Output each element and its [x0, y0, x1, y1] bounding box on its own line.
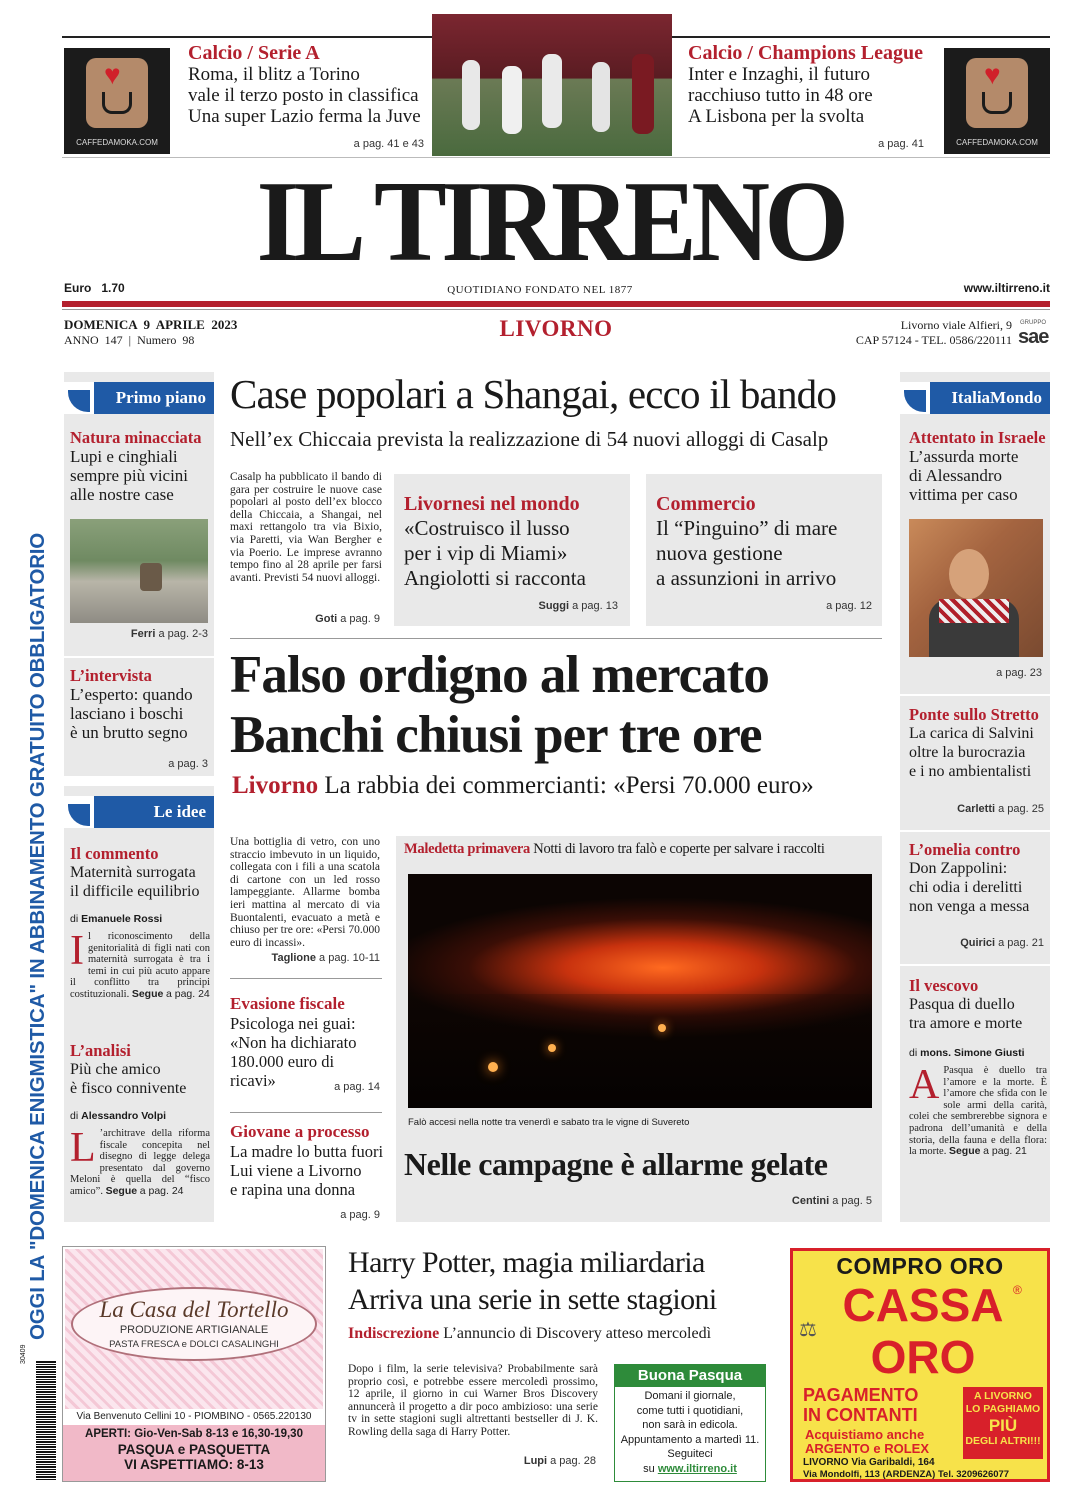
left-top-line-1: Roma, il blitz a Torino: [188, 64, 360, 85]
buona-pasqua-title: Buona Pasqua: [615, 1365, 765, 1387]
vertical-banner: OGGI LA "DOMENICA ENIGMISTICA" IN ABBINAMENTO GRATUITO OBBLIGATORIO: [26, 532, 49, 1340]
group-logo: sae: [1018, 326, 1049, 348]
cassa-oro-addr2: Via Mondolfi, 113 (ARDENZA) Tel. 3209626077: [803, 1469, 1010, 1480]
cassa-oro-addr1: LIVORNO Via Garibaldi, 164: [803, 1457, 935, 1468]
left-item-4-kicker: L’analisi: [70, 1041, 131, 1060]
italiamondo-head[interactable]: [900, 382, 1050, 414]
divider: [64, 656, 214, 658]
box-livornesi-line: per i vip di Miami»: [404, 541, 568, 565]
left-item-1-page: Ferri a pag. 2-3: [130, 628, 208, 640]
tortello-easter-hours: VI ASPETTIAMO: 8-13: [124, 1457, 264, 1472]
evasione-line: «Non ha dichiarato: [230, 1033, 357, 1052]
date: DOMENICA 9 APRILE 2023: [64, 317, 238, 332]
cassa-oro-pay2: IN CONTANTI: [803, 1405, 918, 1425]
right-item-1-line: di Alessandro: [909, 466, 1003, 485]
right-logo-caption: CAFFEDAMOKA.COM: [956, 138, 1038, 147]
right-top-story[interactable]: [688, 42, 938, 127]
left-item-2-page: a pag. 3: [168, 758, 208, 770]
divider: [230, 638, 882, 639]
divider: [230, 978, 382, 979]
right-item-1[interactable]: [909, 428, 1049, 504]
left-item-1-line: sempre più vicini: [70, 466, 189, 485]
right-item-1-kicker: Attentato in Israele: [909, 428, 1046, 447]
giovane-line: La madre lo butta fuori: [230, 1142, 384, 1161]
left-item-3-line: il difficile equilibrio: [70, 883, 200, 900]
cassa-oro-also: Acquistiamo anche: [805, 1427, 925, 1442]
ad-cassa-oro[interactable]: [790, 1248, 1050, 1482]
scale-icon: ⚖: [799, 1319, 817, 1341]
box-commercio-line: Il “Pinguino” di mare: [656, 516, 838, 540]
photo-title[interactable]: Nelle campagne è allarme gelate: [404, 1146, 828, 1182]
right-item-4-line: tra amore e morte: [909, 1015, 1023, 1032]
potter-title-1[interactable]: Harry Potter, magia miliardaria: [348, 1246, 705, 1279]
right-item-1-page: a pag. 23: [996, 667, 1042, 679]
box-livornesi-line: Angiolotti si racconta: [404, 566, 586, 590]
potter-title-2[interactable]: Arriva una serie in sette stagioni: [348, 1283, 717, 1316]
frost-fire-photo: [408, 874, 872, 1108]
website[interactable]: www.iltirreno.it: [963, 281, 1050, 295]
box-livornesi-kicker: Livornesi nel mondo: [404, 493, 580, 515]
left-item-4-byline: di Alessandro Volpi: [70, 1110, 167, 1122]
giovane-line: Lui viene a Livorno: [230, 1161, 362, 1180]
main-subtitle: Livorno La rabbia dei commercianti: «Persi 70.000 euro»: [232, 772, 814, 799]
section-italiamondo: ItaliaMondo: [930, 382, 1050, 414]
potter-subtitle: Indiscrezione L’annuncio di Discovery atteso mercoledì: [348, 1325, 712, 1342]
divider: [900, 694, 1050, 696]
box-livornesi-page: Suggi a pag. 13: [538, 600, 618, 612]
box-commercio-page: a pag. 12: [826, 600, 872, 612]
cup-icon: [102, 92, 132, 114]
section-le-idee: Le idee: [94, 796, 214, 828]
tortello-line2: PASTA FRESCA e DOLCI CASALINGHI: [109, 1339, 279, 1350]
address: Livorno viale Alfieri, 9: [900, 318, 1012, 332]
giovane-page: a pag. 9: [340, 1209, 380, 1221]
left-item-4-line: è fisco connivente: [70, 1080, 187, 1097]
issue: ANNO 147 | Numero 98: [64, 333, 195, 347]
barcode: [36, 1360, 56, 1480]
divider: [900, 830, 1050, 832]
right-item-4-byline: di mons. Simone Giusti: [909, 1047, 1025, 1059]
main-page: Taglione a pag. 10-11: [271, 952, 380, 964]
left-item-1-line: alle nostre case: [70, 485, 174, 504]
cassa-oro-reg: ®: [1013, 1283, 1022, 1297]
right-item-4[interactable]: [909, 976, 1047, 1158]
left-top-page: a pag. 41 e 43: [353, 138, 424, 150]
left-item-1[interactable]: [70, 428, 210, 504]
tortello-hours: APERTI: Gio-Ven-Sab 8-13 e 16,30-19,30: [85, 1428, 303, 1440]
left-top-line-2: vale il terzo posto in classifica: [188, 85, 419, 106]
barcode-number: 30409: [20, 1344, 27, 1364]
ad-casa-tortello[interactable]: [62, 1246, 326, 1482]
edition[interactable]: LIVORNO: [499, 316, 613, 341]
cassa-oro-brand1: CASSA: [842, 1279, 1004, 1331]
box-livornesi-content: [404, 492, 626, 591]
right-item-2-line: La carica di Salvini: [909, 725, 1034, 742]
left-item-4[interactable]: [70, 1041, 210, 1198]
cup-icon: [982, 92, 1012, 114]
box-commercio-kicker: Commercio: [656, 493, 756, 515]
left-item-2-line: lasciano i boschi: [70, 704, 184, 723]
price: Euro 1.70: [64, 281, 125, 295]
potter-page: Lupi a pag. 28: [523, 1455, 596, 1467]
evasione-line: Psicologa nei guai:: [230, 1014, 356, 1033]
evasione-page: a pag. 14: [334, 1081, 380, 1093]
primo-piano-head[interactable]: [64, 382, 214, 414]
right-item-4-line: Pasqua di duello: [909, 996, 1015, 1013]
right-item-2[interactable]: [909, 705, 1049, 781]
right-item-3-page: Quirici a pag. 21: [960, 937, 1044, 949]
right-top-kicker: Calcio / Champions League: [688, 42, 924, 64]
heart-icon: ♥: [104, 60, 121, 91]
buona-pasqua-text: Domani il giornale, come tutti i quotidiani, non sarà in edicola. Appuntamento a martedì 11. Seguiteci su www.iltirreno.it: [620, 1390, 760, 1475]
cassa-oro-promo: A LIVORNO LO PAGHIAMO PIÙ DEGLI ALTRI!!!: [963, 1387, 1043, 1459]
tortello-address: Via Benvenuto Cellini 10 - PIOMBINO - 0565.220130: [76, 1411, 312, 1422]
left-logo-caption: CAFFEDAMOKA.COM: [76, 138, 158, 147]
top-football-photo: [432, 14, 672, 156]
right-top-line-1: Inter e Inzaghi, il futuro: [688, 64, 871, 85]
left-item-3[interactable]: [70, 844, 210, 1001]
left-logo[interactable]: [64, 48, 170, 154]
right-top-line-2: racchiuso tutto in 48 ore: [688, 85, 873, 106]
divider: [230, 1112, 382, 1113]
left-item-3-line: Maternità surrogata: [70, 864, 196, 881]
box-commercio-line: a assunzioni in arrivo: [656, 566, 837, 590]
cassa-oro-top: COMPRO ORO: [836, 1253, 1004, 1279]
right-item-3-line: Don Zappolini:: [909, 860, 1008, 877]
right-item-2-line: oltre la burocrazia: [909, 744, 1026, 761]
giovane-line: e rapina una donna: [230, 1180, 356, 1199]
left-item-1-kicker: Natura minacciata: [70, 428, 202, 447]
left-item-4-line: Più che amico: [70, 1061, 161, 1078]
left-item-3-text: Il riconoscimento della genitorialità di figli nati con maternità surrogata è tra i temi in cui più acuto appare il conflitto tra principi costituzionali. Segue a pag. 24: [70, 928, 210, 1000]
cassa-oro-brand2: ORO: [870, 1331, 976, 1383]
left-item-1-line: Lupi e cinghiali: [70, 447, 178, 466]
cap-phone: CAP 57124 - TEL. 0586/220111: [855, 333, 1012, 347]
heart-icon: ♥: [984, 60, 1001, 91]
masthead-rule: [62, 301, 1050, 307]
wolf-photo: [70, 519, 208, 623]
potter-text: Dopo i film, la serie televisiva? Probabilmente sarà proprio così, e potrebbe essere mercoledì prossimo, 12 aprile, il giorno in cui Warner Bros Discovery annuncerà il progetto a dir poco ambizioso: una serie tv in sette stagioni sugli altrettanti bestseller di J. K. Rowling della saga di Harry Potter.: [348, 1363, 598, 1438]
giovane-item[interactable]: [230, 1122, 390, 1199]
lead-title[interactable]: Case popolari a Shangai, ecco il bando: [230, 371, 837, 417]
tortello-line1: PRODUZIONE ARTIGIANALE: [119, 1324, 269, 1336]
evasione-item[interactable]: [230, 994, 382, 1090]
lead-text: Casalp ha pubblicato il bando di gara per costruire le nuove case popolari al posto dell’ex blocco della Chiccaia, a Shangai, nel maxi rettangolo tra via Bixio, via Paretti, via Wan Bergher e via Poerio. Le imprese avranno tempo fino al 28 aprile per farsi avanti. Previsti 54 nuovi alloggi.: [230, 471, 382, 584]
photo-box-head: Maledetta primavera Notti di lavoro tra falò e coperte per salvare i raccolti: [404, 841, 825, 857]
photo-page: Centini a pag. 5: [791, 1195, 872, 1207]
right-top-page: a pag. 41: [878, 138, 924, 150]
masthead-title[interactable]: IL TIRRENO: [256, 158, 844, 286]
main-headline-1[interactable]: Falso ordigno al mercato: [230, 646, 769, 704]
left-item-4-text: L ’architrave della riforma fiscale concepita nel disegno di legge delega presentato dal governo Meloni è quella del “fisco amico”. Segue a pag. 24: [70, 1125, 210, 1197]
tortello-footer: [63, 1425, 325, 1481]
right-top-line-3: A Lisbona per la svolta: [688, 106, 865, 127]
photo-caption: Falò accesi nella notte tra venerdì e sabato tra le vigne di Suvereto: [408, 1117, 690, 1128]
divider: [900, 964, 1050, 966]
giovane-kicker: Giovane a processo: [230, 1122, 370, 1141]
lead-subtitle: Nell’ex Chiccaia prevista la realizzazione di 54 nuovi alloggi di Casalp: [230, 427, 829, 451]
left-item-2[interactable]: [70, 666, 210, 742]
box-commercio-line: nuova gestione: [656, 541, 783, 565]
left-item-2-line: è un brutto segno: [70, 723, 188, 742]
right-item-2-kicker: Ponte sullo Stretto: [909, 705, 1039, 724]
left-top-story[interactable]: [188, 42, 428, 127]
right-item-3[interactable]: [909, 840, 1049, 916]
right-logo[interactable]: [944, 48, 1050, 154]
right-item-2-line: e i no ambientalisti: [909, 763, 1032, 780]
cassa-oro-metals: ARGENTO e ROLEX: [805, 1441, 930, 1456]
le-idee-head[interactable]: [64, 796, 214, 828]
alessandro-photo: [909, 519, 1043, 657]
right-item-3-kicker: L’omelia contro: [909, 840, 1021, 859]
main-headline-2[interactable]: Banchi chiusi per tre ore: [230, 706, 762, 764]
evasione-kicker: Evasione fiscale: [230, 994, 345, 1013]
masthead-rule-thin: [62, 309, 1050, 310]
buona-pasqua-box[interactable]: [614, 1364, 766, 1482]
right-item-2-page: Carletti a pag. 25: [957, 803, 1044, 815]
right-item-3-line: non venga a messa: [909, 898, 1030, 915]
evasione-line: 180.000 euro di ricavi»: [230, 1052, 335, 1090]
main-text: Una bottiglia di vetro, con uno straccio imbevuto in un liquido, collegata con i fili a una scatola di cartone con un led rosso lampeggiante. Allarme bomba ieri mattina al mercato di via Buontalenti, evacuato a metà e chiuso per tre ore: «Persi 70.000 euro di incassi».: [230, 836, 380, 949]
tortello-brand: La Casa del Tortello: [99, 1297, 289, 1322]
left-top-line-3: Una super Lazio ferma la Juve: [188, 106, 421, 127]
left-item-2-kicker: L’intervista: [70, 666, 152, 685]
founded-tagline: QUOTIDIANO FONDATO NEL 1877: [447, 284, 633, 296]
right-item-1-line: vittima per caso: [909, 485, 1018, 504]
lead-page: Goti a pag. 9: [315, 613, 380, 625]
right-item-4-text: A Pasqua è duello tra l’amore e la morte. È l’amore che sfida con le sole armi della carità, colei che sembrerebbe signora e padrona dell’umanità e della storia, della fauna e della flora: la morte. Segue a pag. 21: [909, 1062, 1047, 1158]
right-item-1-line: L’assurda morte: [909, 447, 1019, 466]
cassa-oro-pay1: PAGAMENTO: [803, 1385, 919, 1405]
left-top-kicker: Calcio / Serie A: [188, 42, 320, 64]
section-primo-piano: Primo piano: [94, 382, 214, 414]
box-commercio-content: [656, 492, 878, 591]
tortello-easter: PASQUA e PASQUETTA: [117, 1442, 271, 1457]
left-item-3-kicker: Il commento: [70, 844, 159, 863]
left-item-2-line: L’esperto: quando: [70, 685, 193, 704]
right-item-3-line: chi odia i derelitti: [909, 879, 1023, 896]
box-livornesi-line: «Costruisco il lusso: [404, 516, 570, 540]
group-label: GRUPPO: [1020, 320, 1047, 326]
right-item-4-kicker: Il vescovo: [909, 976, 979, 995]
left-item-3-byline: di Emanuele Rossi: [70, 913, 163, 925]
